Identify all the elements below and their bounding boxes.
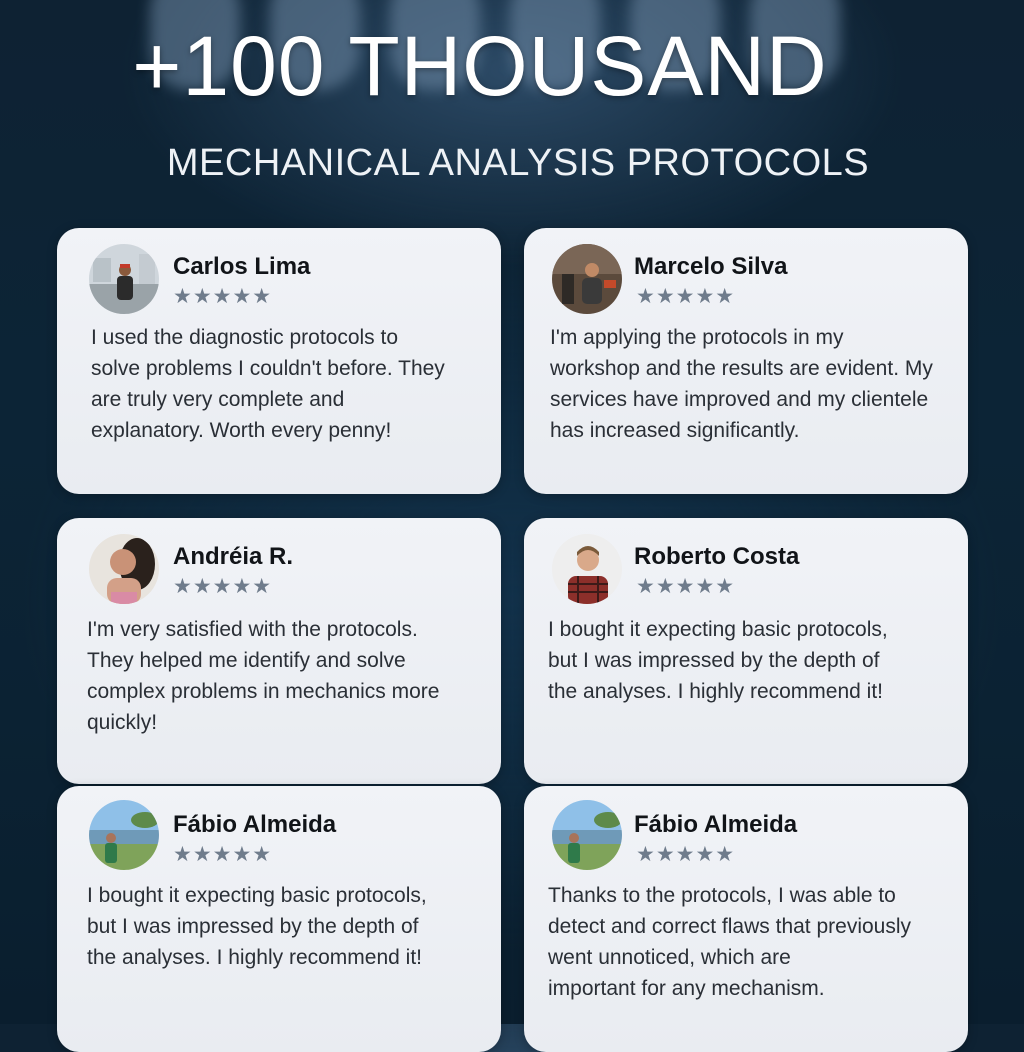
review-text: I'm applying the protocols in my workshop and the results are evident. My services have improved and my clientele has increased significantly.: [550, 326, 933, 442]
review-text: I used the diagnostic protocols to solve problems I couldn't before. They are truly very complete and explanatory. Worth every penny!: [91, 326, 445, 442]
avatar: [552, 800, 622, 870]
review-text: I bought it expecting basic protocols, but I was impressed by the depth of the analyses. I highly recommend it!: [548, 618, 888, 703]
star-rating: ★★★★★: [173, 575, 273, 598]
testimonial-card: [57, 228, 501, 494]
reviewer-name: Roberto Costa: [634, 543, 800, 570]
testimonial-card: [524, 228, 968, 494]
reviewer-name: Carlos Lima: [173, 253, 311, 280]
testimonial-card: [524, 518, 968, 784]
reviewer-name: Marcelo Silva: [634, 253, 788, 280]
reviewer-name: Fábio Almeida: [634, 811, 798, 838]
testimonial-card: [57, 786, 501, 1052]
review-text: Thanks to the protocols, I was able to detect and correct flaws that previously went unnoticed, which are important for any mechanism.: [548, 884, 912, 1000]
star-rating: ★★★★★: [173, 285, 273, 308]
review-text: I'm very satisfied with the protocols. They helped me identify and solve complex problems in mechanics more quickly!: [87, 618, 440, 734]
reviewer-name: Fábio Almeida: [173, 811, 337, 838]
star-rating: ★★★★★: [636, 843, 736, 866]
star-rating: ★★★★★: [636, 285, 736, 308]
avatar: [89, 800, 159, 870]
star-rating: ★★★★★: [636, 575, 736, 598]
reviewer-name: Andréia R.: [173, 543, 294, 570]
testimonial-card: [57, 518, 501, 784]
star-rating: ★★★★★: [173, 843, 273, 866]
headline: +100 THOUSAND: [132, 19, 828, 113]
avatar: [89, 244, 159, 314]
avatar: [552, 244, 622, 314]
testimonial-card: [524, 786, 968, 1052]
avatar: [89, 534, 159, 604]
review-text: I bought it expecting basic protocols, but I was impressed by the depth of the analyses. I highly recommend it!: [87, 884, 427, 969]
avatar: [552, 534, 622, 604]
subheadline: MECHANICAL ANALYSIS PROTOCOLS: [166, 142, 870, 184]
